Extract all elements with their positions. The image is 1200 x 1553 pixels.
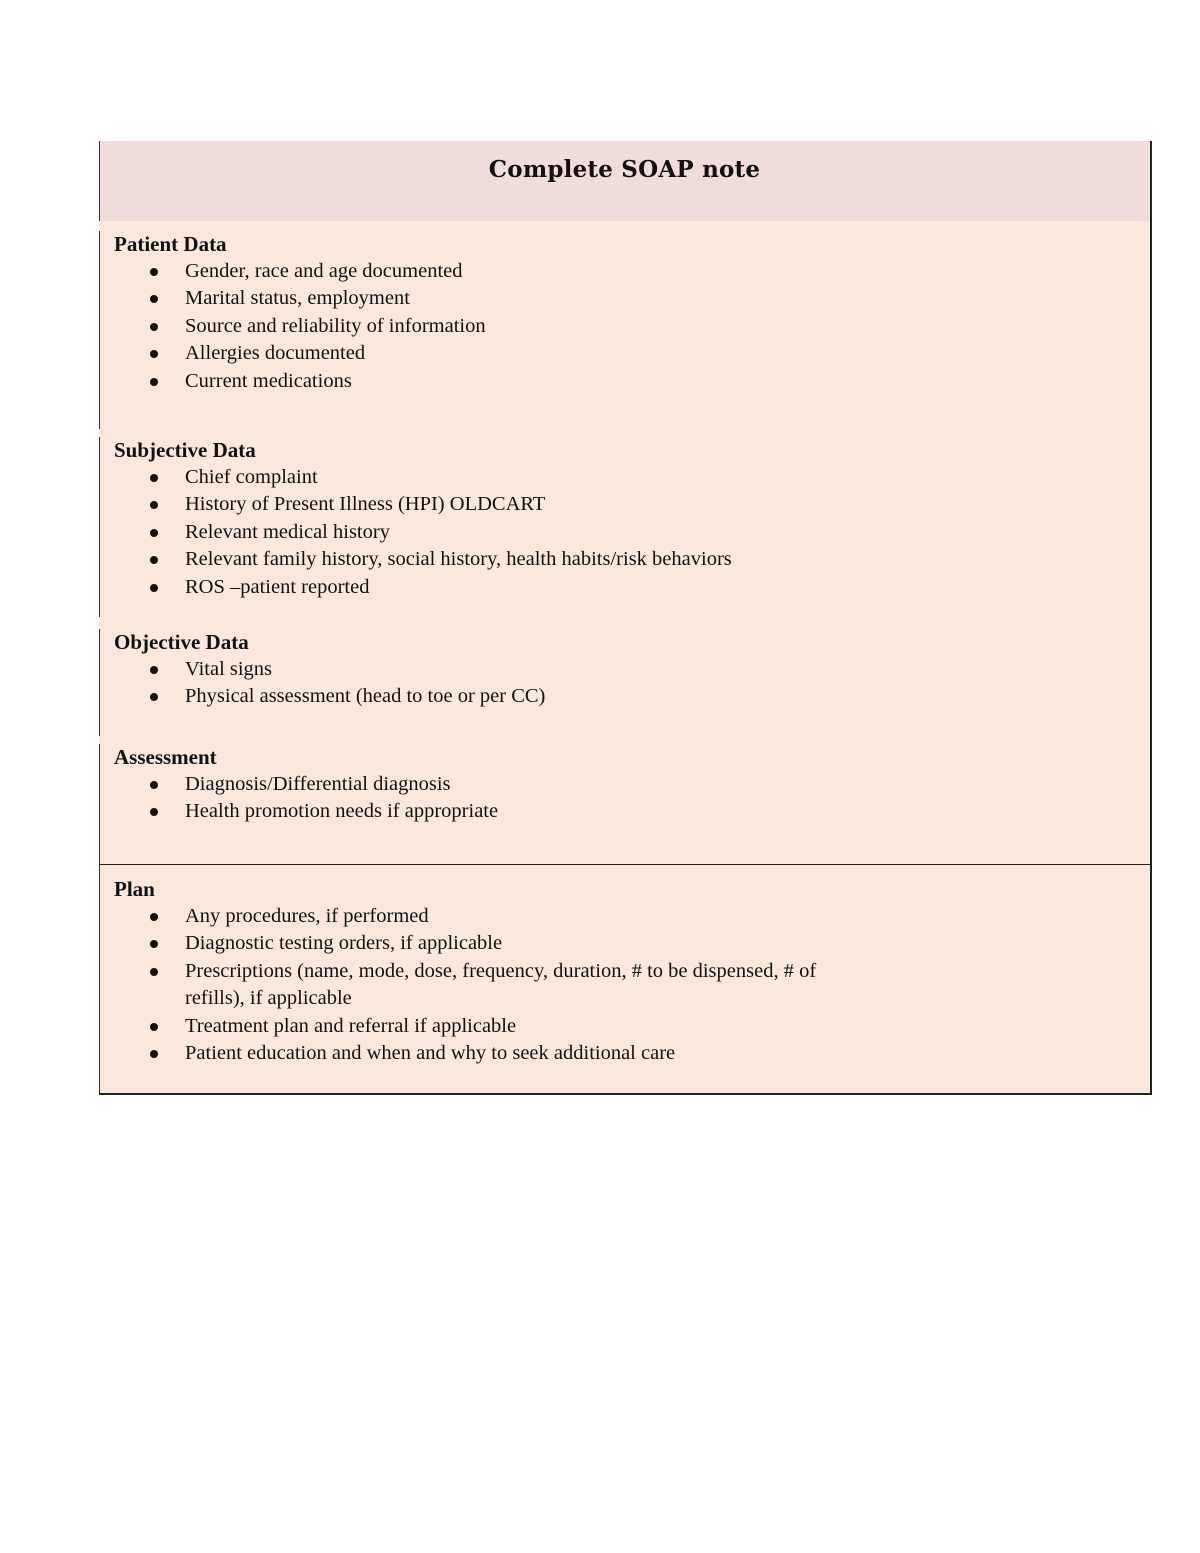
list-item: Patient education and when and why to seek additional care <box>147 1040 816 1067</box>
plan-row <box>99 864 1150 1093</box>
document-title: Complete SOAP note <box>488 156 761 183</box>
bullet-icon <box>150 808 158 816</box>
list-item: Allergies documented <box>147 340 486 367</box>
bullet-icon <box>150 268 158 276</box>
bullet-icon <box>150 378 158 386</box>
objective-data-section <box>99 629 1150 736</box>
bullet-icon <box>150 940 158 948</box>
plan-list <box>147 903 816 1067</box>
bullet-icon <box>150 501 158 509</box>
list-item: Relevant family history, social history, health habits/risk behaviors <box>147 546 732 573</box>
list-item: Prescriptions (name, mode, dose, frequency, duration, # to be dispensed, # of refills), if applicable <box>147 958 816 1013</box>
main-content-row <box>99 221 1150 864</box>
list-item: Chief complaint <box>147 464 732 491</box>
objective-data-list <box>147 656 545 711</box>
list-item: Gender, race and age documented <box>147 258 486 285</box>
subjective-data-section <box>99 437 1150 617</box>
list-item: History of Present Illness (HPI) OLDCART <box>147 491 732 518</box>
section-heading: Assessment <box>114 745 217 769</box>
list-item: Diagnosis/Differential diagnosis <box>147 771 498 798</box>
plan-section <box>99 865 1150 1093</box>
bullet-icon <box>150 529 158 537</box>
list-item: Treatment plan and referral if applicable <box>147 1013 816 1040</box>
patient-data-list <box>147 258 486 395</box>
list-item: Source and reliability of information <box>147 313 486 340</box>
bullet-icon <box>150 1050 158 1058</box>
list-item: Diagnostic testing orders, if applicable <box>147 930 816 957</box>
bullet-icon <box>150 968 158 976</box>
bullet-icon <box>150 584 158 592</box>
bullet-icon <box>150 913 158 921</box>
section-heading: Subjective Data <box>114 438 256 462</box>
bullet-icon <box>150 781 158 789</box>
list-item: Marital status, employment <box>147 285 486 312</box>
bullet-icon <box>150 556 158 564</box>
list-item: Relevant medical history <box>147 519 732 546</box>
title-row <box>99 141 1150 221</box>
bullet-icon <box>150 350 158 358</box>
bullet-icon <box>150 1023 158 1031</box>
list-item: Vital signs <box>147 656 545 683</box>
subjective-data-list <box>147 464 732 601</box>
list-item: Any procedures, if performed <box>147 903 816 930</box>
patient-data-section <box>99 231 1150 429</box>
bullet-icon <box>150 693 158 701</box>
soap-note-table <box>99 141 1152 1095</box>
bullet-icon <box>150 666 158 674</box>
section-heading: Objective Data <box>114 630 249 654</box>
list-item: Health promotion needs if appropriate <box>147 798 498 825</box>
assessment-list <box>147 771 498 826</box>
bullet-icon <box>150 323 158 331</box>
list-item: ROS –patient reported <box>147 574 732 601</box>
assessment-section <box>99 744 1150 864</box>
list-item: Physical assessment (head to toe or per CC) <box>147 683 545 710</box>
section-heading: Plan <box>114 877 155 901</box>
bullet-icon <box>150 295 158 303</box>
list-item: Current medications <box>147 368 486 395</box>
section-heading: Patient Data <box>114 232 227 256</box>
bullet-icon <box>150 474 158 482</box>
